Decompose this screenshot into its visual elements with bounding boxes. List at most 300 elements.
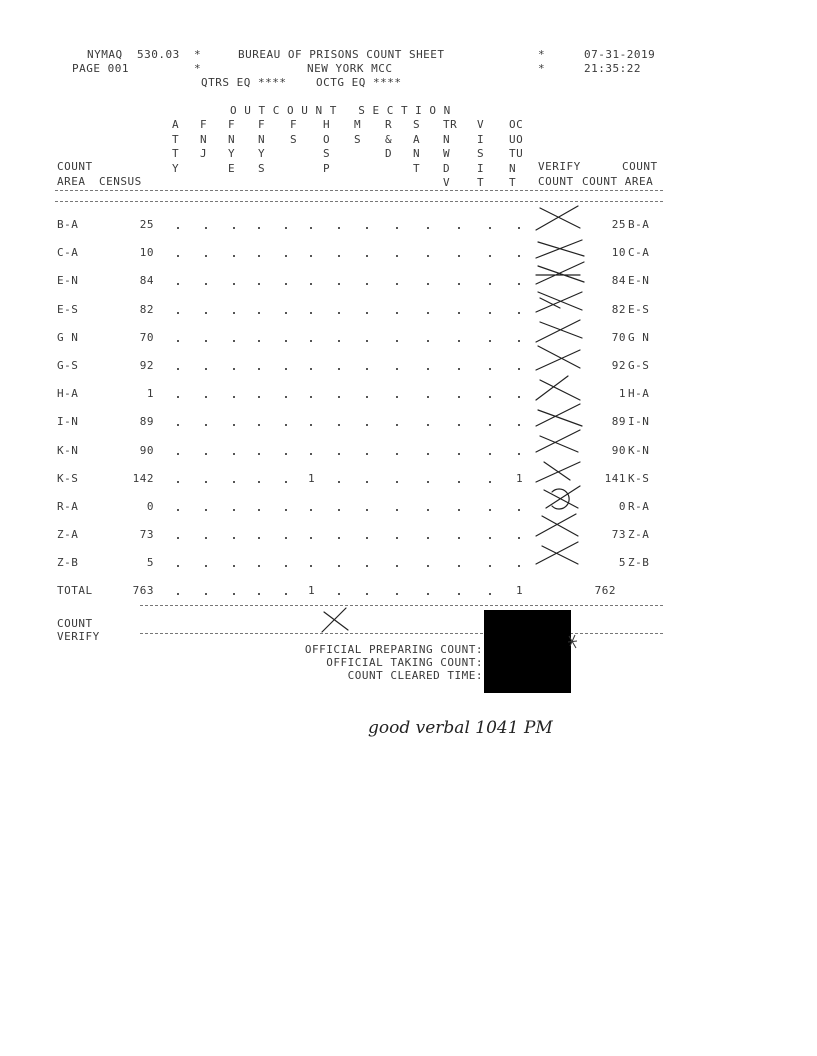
- row-empty-dot: [285, 368, 287, 370]
- row-census: 1: [146, 387, 154, 401]
- row-empty-dot: [489, 396, 491, 398]
- row-count: 73: [611, 528, 626, 542]
- header-star-1: *: [194, 48, 202, 61]
- row-empty-dot: [489, 312, 491, 314]
- row-empty-dot: [489, 565, 491, 567]
- count-area-label-right: COUNT AREA: [582, 175, 654, 188]
- row-census: 763: [132, 584, 154, 597]
- row-empty-dot: [338, 537, 340, 539]
- column-header-letter: TR: [443, 118, 458, 131]
- row-empty-dot: [427, 283, 429, 285]
- row-count-area: C-A: [628, 246, 650, 260]
- row-empty-dot: [518, 283, 520, 285]
- row-area: I-N: [57, 415, 79, 429]
- qtrs-eq: QTRS EQ ****: [201, 76, 287, 89]
- row-count: 84: [611, 274, 626, 288]
- verify-check-mark: [536, 206, 580, 230]
- row-empty-dot: [177, 453, 179, 455]
- row-empty-dot: [338, 481, 340, 483]
- row-empty-dot: [396, 396, 398, 398]
- row-area: Z-B: [57, 556, 79, 570]
- row-empty-dot: [177, 312, 179, 314]
- row-empty-dot: [366, 340, 368, 342]
- row-empty-dot: [205, 537, 207, 539]
- row-empty-dot: [310, 283, 312, 285]
- row-empty-dot: [458, 424, 460, 426]
- row-census: 82: [139, 302, 154, 316]
- redaction-box: [484, 610, 571, 693]
- row-empty-dot: [258, 227, 260, 229]
- row-outcount-value: 1: [308, 471, 316, 485]
- official-preparing-label: OFFICIAL PREPARING COUNT:: [304, 643, 483, 656]
- row-empty-dot: [366, 509, 368, 511]
- row-census: 90: [139, 443, 154, 457]
- row-empty-dot: [233, 593, 235, 595]
- verify-check-mark: [536, 430, 580, 452]
- row-empty-dot: [310, 396, 312, 398]
- row-count-area: H-A: [628, 387, 650, 401]
- report-code: 530.03: [137, 48, 180, 61]
- row-empty-dot: [489, 368, 491, 370]
- count-verify-rule: [140, 633, 663, 634]
- row-census: 89: [139, 415, 154, 429]
- row-empty-dot: [338, 255, 340, 257]
- official-taking-label: OFFICIAL TAKING COUNT:: [326, 656, 483, 669]
- row-empty-dot: [396, 509, 398, 511]
- header-star-right-2: *: [538, 62, 546, 75]
- row-empty-dot: [205, 593, 207, 595]
- row-census: 73: [139, 528, 154, 542]
- document-title: BUREAU OF PRISONS COUNT SHEET: [238, 48, 445, 61]
- column-header-letter: N: [200, 132, 208, 146]
- row-empty-dot: [396, 368, 398, 370]
- row-empty-dot: [205, 255, 207, 257]
- row-empty-dot: [233, 537, 235, 539]
- row-empty-dot: [233, 453, 235, 455]
- row-empty-dot: [205, 312, 207, 314]
- column-header-letter: E: [228, 161, 236, 175]
- row-empty-dot: [458, 255, 460, 257]
- header-rule-top: [55, 190, 663, 191]
- column-header-letter: P: [323, 161, 331, 175]
- column-header-letter: F: [258, 118, 266, 131]
- column-header-letter: S: [323, 147, 331, 160]
- column-header-letter: V: [477, 118, 485, 131]
- row-count-area: K-S: [628, 471, 650, 485]
- row-empty-dot: [338, 396, 340, 398]
- row-empty-dot: [396, 481, 398, 483]
- row-empty-dot: [258, 396, 260, 398]
- row-empty-dot: [233, 368, 235, 370]
- column-header-letter: Y: [228, 147, 236, 160]
- row-empty-dot: [258, 481, 260, 483]
- row-empty-dot: [366, 368, 368, 370]
- row-census: 25: [139, 218, 154, 231]
- row-empty-dot: [458, 593, 460, 595]
- row-empty-dot: [366, 312, 368, 314]
- row-count: 141: [604, 471, 626, 485]
- column-header-letter: N: [228, 132, 236, 146]
- row-empty-dot: [205, 565, 207, 567]
- verify-check-mark: [536, 376, 580, 400]
- column-header-letter: T: [172, 147, 180, 160]
- row-empty-dot: [205, 340, 207, 342]
- row-empty-dot: [338, 424, 340, 426]
- row-census: 84: [139, 274, 154, 288]
- column-header-letter: D: [385, 147, 393, 160]
- column-header-letter: N: [413, 147, 421, 160]
- row-empty-dot: [489, 424, 491, 426]
- row-empty-dot: [366, 255, 368, 257]
- row-empty-dot: [366, 396, 368, 398]
- row-empty-dot: [177, 340, 179, 342]
- row-empty-dot: [427, 453, 429, 455]
- row-empty-dot: [489, 453, 491, 455]
- row-count-area: E-S: [628, 302, 650, 316]
- row-empty-dot: [366, 593, 368, 595]
- row-area: TOTAL: [57, 584, 93, 597]
- column-header-letter: S: [477, 147, 485, 160]
- column-header-letter: N: [258, 132, 266, 146]
- row-empty-dot: [458, 283, 460, 285]
- row-empty-dot: [258, 509, 260, 511]
- row-empty-dot: [396, 537, 398, 539]
- row-census: 92: [139, 359, 154, 372]
- row-area: E-N: [57, 274, 79, 288]
- row-empty-dot: [233, 340, 235, 342]
- row-outcount-value: 1: [308, 584, 316, 597]
- row-census: 10: [139, 246, 154, 260]
- row-area: C-A: [57, 246, 79, 260]
- verify-check-mark: [536, 462, 580, 482]
- column-header-letter: A: [413, 132, 421, 146]
- column-header-letter: I: [477, 132, 485, 146]
- row-empty-dot: [285, 593, 287, 595]
- row-empty-dot: [258, 312, 260, 314]
- row-empty-dot: [285, 312, 287, 314]
- row-count: 762: [594, 584, 616, 597]
- row-empty-dot: [233, 424, 235, 426]
- row-empty-dot: [518, 340, 520, 342]
- row-empty-dot: [427, 312, 429, 314]
- row-empty-dot: [338, 453, 340, 455]
- row-empty-dot: [518, 509, 520, 511]
- row-empty-dot: [233, 283, 235, 285]
- row-empty-dot: [205, 283, 207, 285]
- row-census: 0: [146, 500, 154, 513]
- count-area-label-bottom: AREA: [57, 175, 86, 188]
- row-empty-dot: [205, 368, 207, 370]
- row-empty-dot: [518, 255, 520, 257]
- row-empty-dot: [396, 227, 398, 229]
- count-verify-label-2: VERIFY: [57, 630, 100, 643]
- row-empty-dot: [489, 340, 491, 342]
- row-count: 82: [611, 302, 626, 316]
- row-empty-dot: [518, 537, 520, 539]
- row-empty-dot: [258, 255, 260, 257]
- row-outcount-value: 1: [516, 471, 524, 485]
- row-empty-dot: [396, 424, 398, 426]
- row-empty-dot: [458, 509, 460, 511]
- row-area: H-A: [57, 387, 79, 401]
- column-header-letter: T: [477, 176, 485, 189]
- verify-check-mark: [536, 240, 584, 258]
- signature-scribble: [566, 632, 580, 652]
- column-header-letter: &: [385, 132, 393, 146]
- row-empty-dot: [285, 453, 287, 455]
- row-empty-dot: [177, 283, 179, 285]
- row-empty-dot: [396, 593, 398, 595]
- row-empty-dot: [458, 565, 460, 567]
- row-empty-dot: [489, 255, 491, 257]
- octg-eq: OCTG EQ ****: [316, 76, 402, 89]
- count-area-label-top: COUNT: [57, 160, 93, 173]
- row-empty-dot: [258, 283, 260, 285]
- column-header-letter: S: [290, 132, 298, 146]
- report-time: 21:35:22: [584, 62, 641, 75]
- verify-check-mark: [536, 542, 578, 564]
- row-empty-dot: [205, 453, 207, 455]
- row-empty-dot: [396, 312, 398, 314]
- row-empty-dot: [285, 481, 287, 483]
- total-rule: [140, 605, 663, 606]
- verify-count-label: COUNT: [538, 175, 574, 188]
- row-count-area: B-A: [628, 218, 650, 231]
- row-empty-dot: [396, 283, 398, 285]
- verify-check-mark: [536, 262, 584, 284]
- column-header-letter: S: [413, 118, 421, 131]
- row-empty-dot: [518, 453, 520, 455]
- row-empty-dot: [205, 424, 207, 426]
- row-empty-dot: [458, 340, 460, 342]
- row-empty-dot: [427, 227, 429, 229]
- row-empty-dot: [518, 396, 520, 398]
- row-empty-dot: [258, 453, 260, 455]
- row-empty-dot: [458, 396, 460, 398]
- row-empty-dot: [427, 255, 429, 257]
- row-empty-dot: [338, 368, 340, 370]
- row-empty-dot: [338, 509, 340, 511]
- row-empty-dot: [233, 565, 235, 567]
- row-count: 5: [618, 556, 626, 570]
- column-header-letter: TU: [509, 147, 524, 160]
- row-empty-dot: [427, 481, 429, 483]
- column-header-letter: S: [258, 161, 266, 175]
- row-empty-dot: [366, 481, 368, 483]
- row-empty-dot: [396, 340, 398, 342]
- row-count-area: G N: [628, 330, 650, 344]
- row-census: 5: [146, 556, 154, 570]
- count-verify-label-1: COUNT: [57, 617, 93, 630]
- row-empty-dot: [518, 368, 520, 370]
- row-area: Z-A: [57, 528, 79, 542]
- row-empty-dot: [177, 481, 179, 483]
- column-header-letter: UO: [509, 132, 524, 146]
- row-empty-dot: [427, 368, 429, 370]
- row-empty-dot: [310, 340, 312, 342]
- row-empty-dot: [338, 593, 340, 595]
- row-empty-dot: [338, 227, 340, 229]
- row-empty-dot: [285, 283, 287, 285]
- row-empty-dot: [427, 537, 429, 539]
- row-empty-dot: [458, 453, 460, 455]
- column-header-letter: D: [443, 161, 451, 175]
- row-empty-dot: [233, 396, 235, 398]
- row-empty-dot: [177, 593, 179, 595]
- row-area: K-S: [57, 471, 79, 485]
- verify-check-mark: [536, 404, 582, 426]
- row-empty-dot: [258, 537, 260, 539]
- row-empty-dot: [177, 509, 179, 511]
- row-empty-dot: [177, 396, 179, 398]
- row-empty-dot: [285, 424, 287, 426]
- row-empty-dot: [310, 424, 312, 426]
- column-header-letter: T: [509, 176, 517, 189]
- row-empty-dot: [518, 227, 520, 229]
- count-cleared-label: COUNT CLEARED TIME:: [347, 669, 483, 682]
- row-empty-dot: [177, 537, 179, 539]
- row-empty-dot: [396, 255, 398, 257]
- row-empty-dot: [338, 565, 340, 567]
- row-empty-dot: [396, 453, 398, 455]
- row-empty-dot: [489, 227, 491, 229]
- column-header-letter: T: [413, 161, 421, 175]
- row-empty-dot: [489, 593, 491, 595]
- count-verify-mark: [318, 606, 352, 634]
- column-header-letter: V: [443, 176, 451, 189]
- row-area: R-A: [57, 500, 79, 513]
- row-empty-dot: [285, 227, 287, 229]
- column-header-letter: OC: [509, 118, 524, 131]
- row-empty-dot: [396, 565, 398, 567]
- verify-check-mark: [544, 486, 580, 509]
- count-label-right-top: COUNT: [622, 160, 658, 173]
- row-empty-dot: [427, 509, 429, 511]
- row-census: 142: [132, 471, 154, 485]
- column-header-letter: R: [385, 118, 393, 131]
- verify-label: VERIFY: [538, 160, 581, 173]
- row-count-area: Z-A: [628, 528, 650, 542]
- row-empty-dot: [258, 340, 260, 342]
- row-area: G-S: [57, 359, 79, 372]
- row-empty-dot: [427, 396, 429, 398]
- row-outcount-value: 1: [516, 584, 524, 597]
- verify-marks: [530, 200, 600, 580]
- row-area: G N: [57, 330, 79, 344]
- row-empty-dot: [427, 424, 429, 426]
- census-label: CENSUS: [99, 175, 142, 188]
- row-empty-dot: [177, 368, 179, 370]
- verify-check-mark: [536, 320, 582, 342]
- row-empty-dot: [427, 340, 429, 342]
- row-empty-dot: [233, 509, 235, 511]
- row-empty-dot: [518, 312, 520, 314]
- row-empty-dot: [177, 227, 179, 229]
- column-header-letter: W: [443, 147, 451, 160]
- row-empty-dot: [177, 255, 179, 257]
- row-empty-dot: [338, 340, 340, 342]
- row-count-area: K-N: [628, 443, 650, 457]
- column-header-letter: T: [172, 132, 180, 146]
- header-star-2: *: [194, 62, 202, 75]
- facility-code: NYMAQ: [87, 48, 123, 61]
- row-empty-dot: [489, 509, 491, 511]
- row-empty-dot: [233, 481, 235, 483]
- row-empty-dot: [233, 255, 235, 257]
- header-star-right-1: *: [538, 48, 546, 61]
- row-empty-dot: [458, 227, 460, 229]
- row-empty-dot: [205, 509, 207, 511]
- row-empty-dot: [285, 340, 287, 342]
- row-empty-dot: [258, 368, 260, 370]
- row-empty-dot: [427, 565, 429, 567]
- row-empty-dot: [310, 565, 312, 567]
- row-count: 10: [611, 246, 626, 260]
- row-empty-dot: [366, 537, 368, 539]
- row-empty-dot: [427, 593, 429, 595]
- row-empty-dot: [366, 453, 368, 455]
- row-count-area: Z-B: [628, 556, 650, 570]
- row-empty-dot: [458, 312, 460, 314]
- column-header-letter: Y: [172, 161, 180, 175]
- row-count: 89: [611, 415, 626, 429]
- row-empty-dot: [338, 312, 340, 314]
- row-census: 70: [139, 330, 154, 344]
- column-header-letter: Y: [258, 147, 266, 160]
- row-count: 92: [611, 359, 626, 372]
- row-area: B-A: [57, 218, 79, 231]
- row-empty-dot: [366, 565, 368, 567]
- column-header-letter: N: [443, 132, 451, 146]
- row-empty-dot: [338, 283, 340, 285]
- row-empty-dot: [310, 255, 312, 257]
- verify-check-mark: [536, 346, 580, 370]
- column-header-letter: I: [477, 161, 485, 175]
- row-empty-dot: [285, 509, 287, 511]
- row-empty-dot: [489, 537, 491, 539]
- row-empty-dot: [489, 283, 491, 285]
- row-area: K-N: [57, 443, 79, 457]
- row-count-area: R-A: [628, 500, 650, 513]
- row-empty-dot: [285, 255, 287, 257]
- row-empty-dot: [285, 565, 287, 567]
- page-label: PAGE 001: [72, 62, 129, 75]
- row-empty-dot: [258, 593, 260, 595]
- column-header-letter: A: [172, 118, 180, 131]
- row-empty-dot: [366, 424, 368, 426]
- row-count-area: I-N: [628, 415, 650, 429]
- row-empty-dot: [258, 424, 260, 426]
- row-empty-dot: [310, 537, 312, 539]
- row-empty-dot: [233, 227, 235, 229]
- facility-subtitle: NEW YORK MCC: [307, 62, 393, 75]
- row-count-area: E-N: [628, 274, 650, 288]
- column-header-letter: O: [323, 132, 331, 146]
- column-header-letter: F: [200, 118, 208, 131]
- row-empty-dot: [205, 396, 207, 398]
- outcount-section-title: O U T C O U N T S E C T I O N: [230, 104, 451, 117]
- row-count: 1: [618, 387, 626, 401]
- report-date: 07-31-2019: [584, 48, 656, 61]
- verify-check-mark: [536, 514, 578, 536]
- row-empty-dot: [310, 368, 312, 370]
- row-empty-dot: [177, 565, 179, 567]
- column-header-letter: S: [354, 132, 362, 146]
- row-count: 70: [611, 330, 626, 344]
- column-header-letter: J: [200, 147, 208, 160]
- column-header-letter: M: [354, 118, 362, 131]
- column-header-letter: F: [228, 118, 236, 131]
